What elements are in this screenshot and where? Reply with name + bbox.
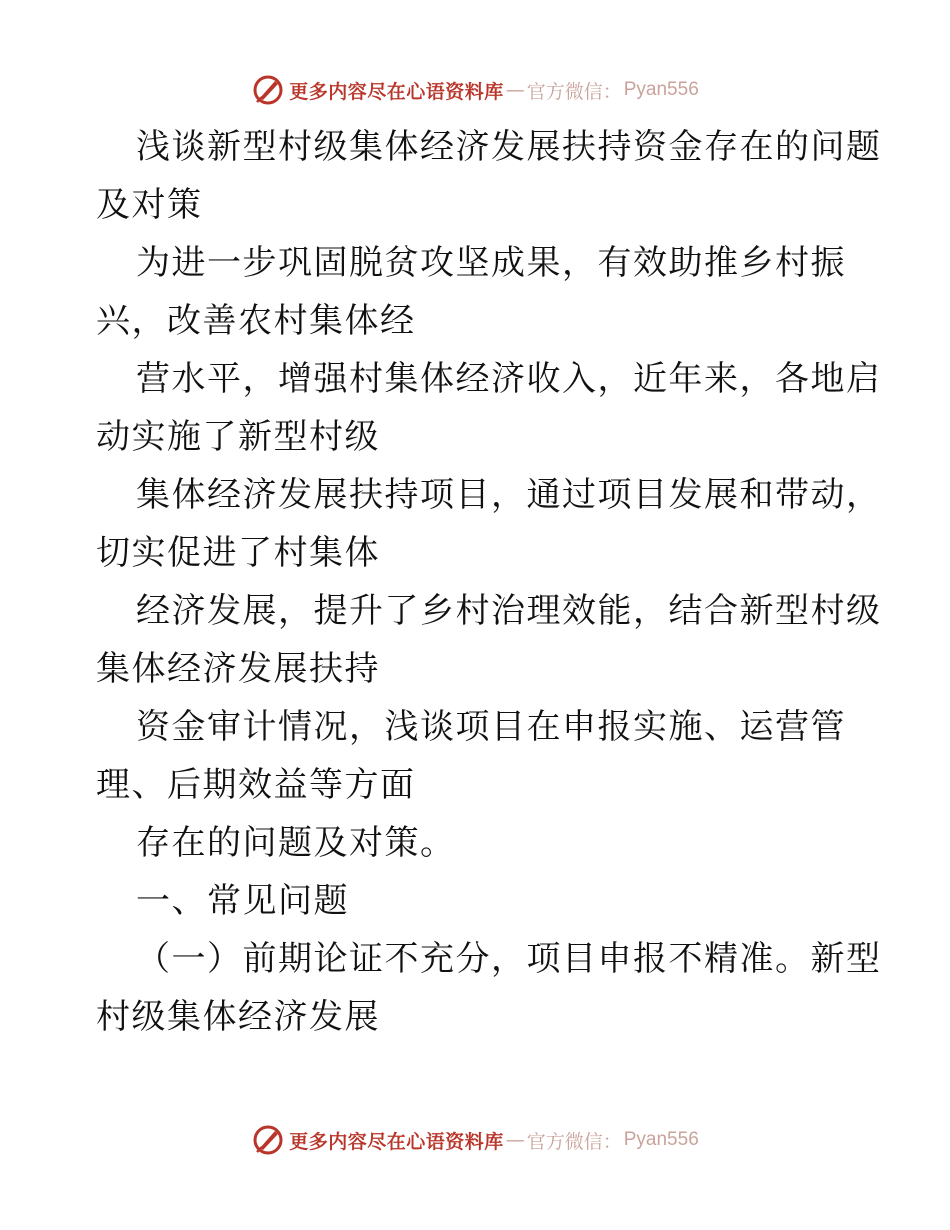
title-line-1: 浅谈新型村级集体经济发展扶持资金存在的问题 [136,127,882,167]
section-heading: 一、常见问题 [136,881,349,921]
paragraph-line: 集体经济发展扶持 [96,649,380,689]
subsection-heading: （一）前期论证不充分，项目申报不精准。新型 [136,939,882,979]
paragraph-line: 动实施了新型村级 [96,417,380,457]
separator: — [505,1129,525,1151]
wechat-id: Pyan556 [623,1129,699,1150]
header-watermark-banner [0,70,950,110]
paragraph-line: 切实促进了村集体 [96,533,380,573]
feather-pen-logo-icon [251,1123,285,1157]
wechat-id: Pyan556 [623,79,699,100]
paragraph-line: 集体经济发展扶持项目，通过项目发展和带动， [136,475,882,515]
brand-text: 更多内容尽在心语资料库 [289,80,504,103]
brand-text: 更多内容尽在心语资料库 [289,1130,504,1153]
feather-pen-logo-icon [251,73,285,107]
paragraph-line: 为进一步巩固脱贫攻坚成果，有效助推乡村振 [136,243,846,283]
footer-watermark-banner [0,1120,950,1160]
paragraph-line: 村级集体经济发展 [96,997,380,1037]
separator: — [505,79,525,101]
official-label: 官方微信： [526,1130,622,1153]
paragraph-line: 营水平，增强村集体经济收入，近年来，各地启 [136,359,882,399]
paragraph-line: 存在的问题及对策。 [136,823,456,863]
paragraph-line: 理、后期效益等方面 [96,765,416,805]
paragraph-line: 兴，改善农村集体经 [96,301,416,341]
paragraph-line: 经济发展，提升了乡村治理效能，结合新型村级 [136,591,882,631]
title-line-2: 及对策 [96,185,203,225]
document-body [96,118,882,1046]
official-label: 官方微信： [526,80,622,103]
paragraph-line: 资金审计情况，浅谈项目在申报实施、运营管 [136,707,846,747]
